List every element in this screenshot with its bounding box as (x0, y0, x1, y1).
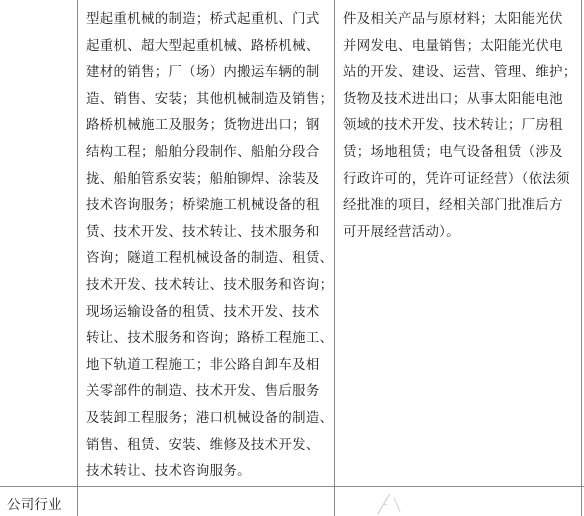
text-line: 咨询；隧道工程机械设备的制造、租赁、 (86, 251, 334, 267)
text-line: 造、销售、安装；其他机械制造及销售； (86, 91, 334, 107)
text-line: 技术转让、技术咨询服务。 (86, 464, 251, 480)
text-line: 型起重机械的制造；桥式起重机、门式 (86, 12, 320, 27)
text-line: 路桥机械施工及服务；货物进出口；钢 (86, 118, 320, 134)
text-line: 起重机、超大型起重机械、路桥机械、 (86, 38, 320, 54)
text-line: 结构工程；船舶分段制作、船舶分段合 (86, 144, 320, 160)
watermark-stroke (376, 492, 416, 516)
business-scope-cell-continued (343, 7, 577, 246)
text-line: 地下轨道工程施工；非公路自卸车及相 (86, 357, 320, 373)
text-line: 赁；场地租赁；电气设备租赁（涉及 (343, 144, 563, 160)
text-line: 关零部件的制造、技术开发、售后服务 (86, 384, 320, 400)
text-line: 现场运输设备的租赁、技术开发、技术 (86, 304, 320, 320)
text-line: 技术开发、技术转让、技术服务和咨询； (86, 277, 334, 293)
text-line: 赁、技术开发、技术转让、技术服务和 (86, 224, 320, 240)
text-line: 拢、船舶管系安装；船舶铆焊、涂装及 (86, 171, 320, 187)
text-line: 件及相关产品与原材料；太阳能光伏 (343, 12, 563, 27)
text-line: 建材的销售；厂（场）内搬运车辆的制 (86, 65, 320, 81)
row-border (0, 486, 584, 487)
text-line: 及装卸工程服务；港口机械设备的制造、 (86, 410, 334, 426)
text-line: 站的开发、建设、运营、管理、维护； (343, 65, 577, 81)
text-line: 领域的技术开发、技术转让；厂房租 (343, 118, 563, 134)
text-line: 可开展经营活动）。 (343, 224, 460, 240)
business-scope-cell (86, 7, 333, 486)
col-border-middle (334, 0, 335, 516)
row-label-company-industry: 公司行业 (7, 498, 62, 513)
text-line: 技术咨询服务；桥梁施工机械设备的租 (86, 198, 320, 214)
col-border-left (77, 0, 78, 516)
text-line: 经批准的项目，经相关部门批准后方 (343, 198, 563, 214)
text-line: 销售、租赁、安装、维修及技术开发、 (86, 437, 320, 453)
text-line: 转让、技术服务和咨询；路桥工程施工、 (86, 331, 334, 347)
text-line: 并网发电、电量销售；太阳能光伏电 (343, 38, 563, 54)
text-line: 货物及技术进出口；从事太阳能电池 (343, 91, 563, 107)
text-line: 行政许可的，凭许可证经营）（依法须 (343, 171, 570, 187)
col-border-right (581, 0, 582, 516)
